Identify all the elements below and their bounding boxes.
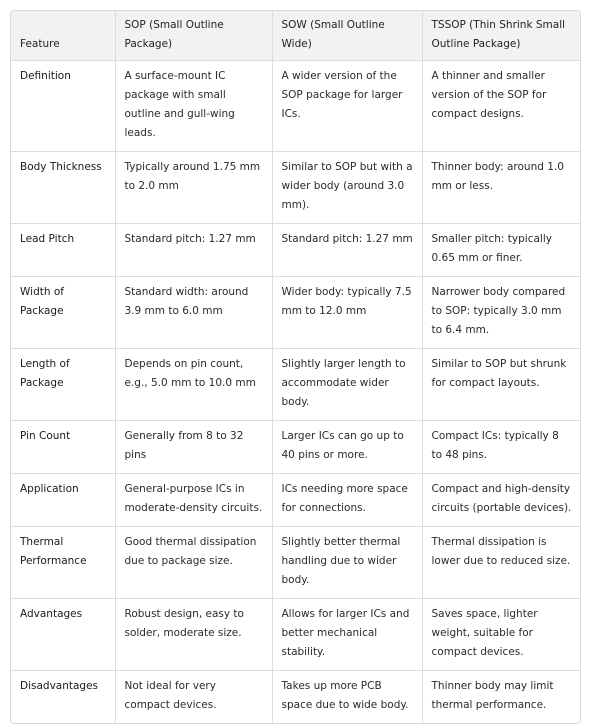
sow-cell: Larger ICs can go up to 40 pins or more. <box>272 421 422 474</box>
sop-cell: Robust design, easy to solder, moderate size. <box>115 599 272 671</box>
tssop-cell: Narrower body compared to SOP: typically 3.0 mm to 6.4 mm. <box>422 277 580 349</box>
feature-cell: Application <box>11 474 115 527</box>
feature-cell: Pin Count <box>11 421 115 474</box>
tssop-cell: Similar to SOP but shrunk for compact layouts. <box>422 349 580 421</box>
sop-cell: Generally from 8 to 32 pins <box>115 421 272 474</box>
sow-cell: Takes up more PCB space due to wide body. <box>272 671 422 724</box>
table-row <box>11 671 580 724</box>
tssop-cell: Compact and high-density circuits (portable devices). <box>422 474 580 527</box>
sow-cell: Similar to SOP but with a wider body (around 3.0 mm). <box>272 152 422 224</box>
sop-cell: Standard pitch: 1.27 mm <box>115 224 272 277</box>
table-row <box>11 421 580 474</box>
header-feature: Feature <box>11 11 115 61</box>
sow-cell: Slightly better thermal handling due to wider body. <box>272 527 422 599</box>
table-row <box>11 474 580 527</box>
table-row <box>11 224 580 277</box>
feature-cell: Width of Package <box>11 277 115 349</box>
feature-cell: Definition <box>11 61 115 152</box>
table-row <box>11 152 580 224</box>
feature-cell: Advantages <box>11 599 115 671</box>
sop-cell: Standard width: around 3.9 mm to 6.0 mm <box>115 277 272 349</box>
table-row <box>11 61 580 152</box>
tssop-cell: Saves space, lighter weight, suitable for compact devices. <box>422 599 580 671</box>
sow-cell: Wider body: typically 7.5 mm to 12.0 mm <box>272 277 422 349</box>
feature-cell: Disadvantages <box>11 671 115 724</box>
tssop-cell: Compact ICs: typically 8 to 48 pins. <box>422 421 580 474</box>
tssop-cell: Thermal dissipation is lower due to reduced size. <box>422 527 580 599</box>
sow-cell: A wider version of the SOP package for larger ICs. <box>272 61 422 152</box>
table-row <box>11 277 580 349</box>
sop-cell: Good thermal dissipation due to package size. <box>115 527 272 599</box>
tssop-cell: A thinner and smaller version of the SOP for compact designs. <box>422 61 580 152</box>
sop-cell: Depends on pin count, e.g., 5.0 mm to 10.0 mm <box>115 349 272 421</box>
tssop-cell: Thinner body: around 1.0 mm or less. <box>422 152 580 224</box>
comparison-table-container <box>10 10 581 724</box>
header-sop: SOP (Small Outline Package) <box>115 11 272 61</box>
table-row <box>11 527 580 599</box>
header-row <box>11 11 580 61</box>
table-body <box>11 61 580 724</box>
feature-cell: Body Thickness <box>11 152 115 224</box>
sow-cell: Allows for larger ICs and better mechanical stability. <box>272 599 422 671</box>
table-header <box>11 11 580 61</box>
sow-cell: ICs needing more space for connections. <box>272 474 422 527</box>
tssop-cell: Smaller pitch: typically 0.65 mm or finer. <box>422 224 580 277</box>
comparison-table <box>11 11 580 723</box>
table-row <box>11 599 580 671</box>
sop-cell: General-purpose ICs in moderate-density circuits. <box>115 474 272 527</box>
sop-cell: Not ideal for very compact devices. <box>115 671 272 724</box>
feature-cell: Lead Pitch <box>11 224 115 277</box>
header-tssop: TSSOP (Thin Shrink Small Outline Package) <box>422 11 580 61</box>
tssop-cell: Thinner body may limit thermal performance. <box>431 680 554 711</box>
table-row <box>11 349 580 421</box>
sow-cell: Slightly larger length to accommodate wider body. <box>272 349 422 421</box>
feature-cell: Length of Package <box>11 349 115 421</box>
sop-cell: Typically around 1.75 mm to 2.0 mm <box>115 152 272 224</box>
feature-cell: Thermal Performance <box>11 527 115 599</box>
sow-cell: Standard pitch: 1.27 mm <box>272 224 422 277</box>
header-sow: SOW (Small Outline Wide) <box>272 11 422 61</box>
sop-cell: A surface-mount IC package with small outline and gull-wing leads. <box>115 61 272 152</box>
